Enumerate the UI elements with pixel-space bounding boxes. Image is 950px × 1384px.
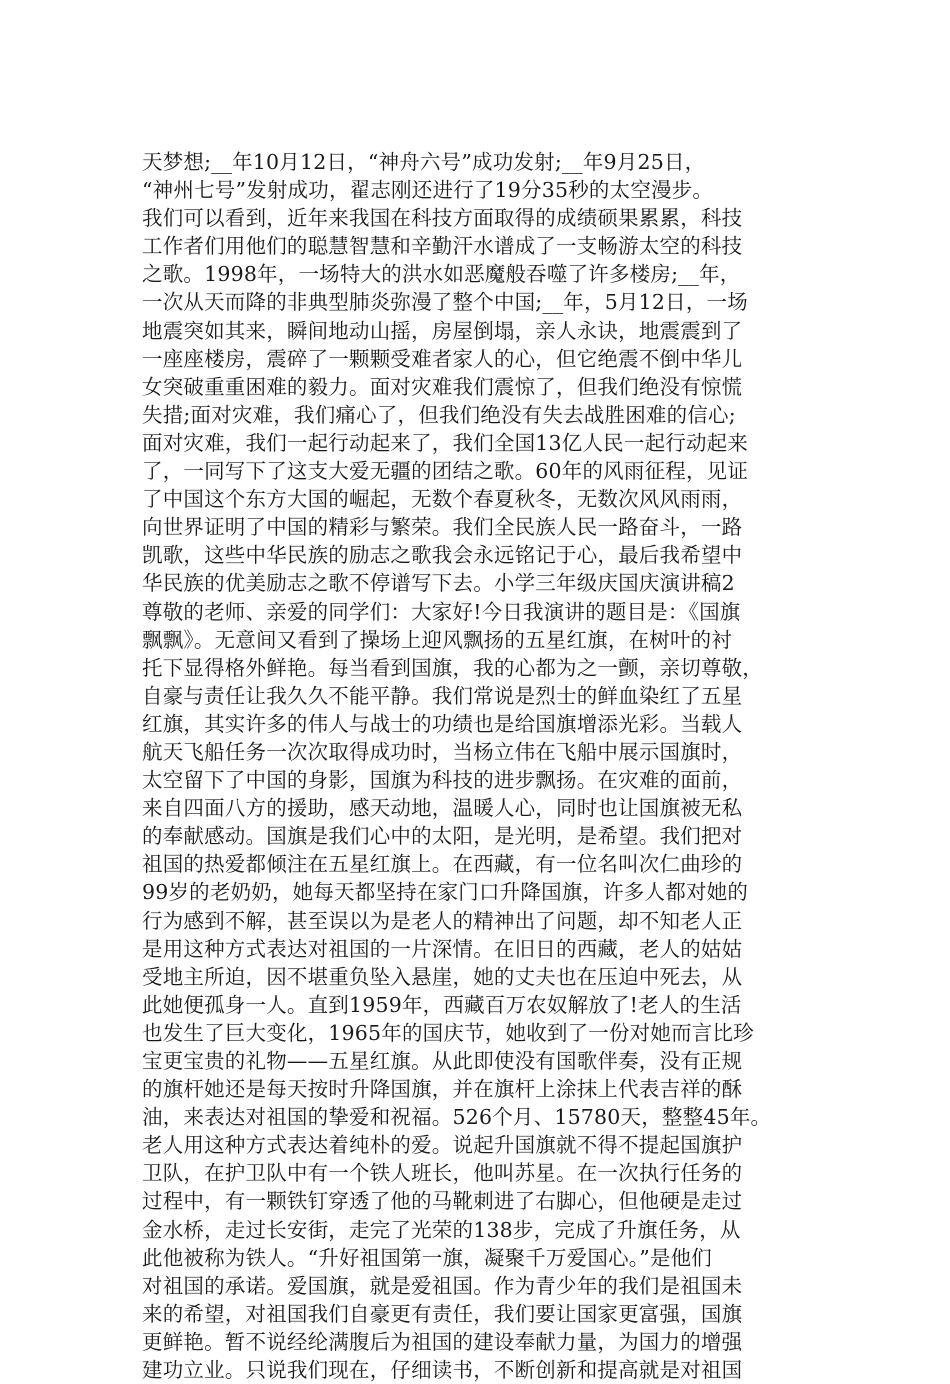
text-line: 建功立业。只说我们现在，仔细读书，不断创新和提高就是对祖国 — [142, 1358, 743, 1383]
text-line: 来自四面八方的援助，感天动地，温暖人心，同时也让国旗被无私 — [142, 796, 743, 821]
text-line: 飘飘》。无意间又看到了操场上迎风飘扬的五星红旗，在树叶的衬 — [142, 627, 733, 652]
text-line: 祖国的热爱都倾注在五星红旗上。在西藏，有一位名叫次仁曲珍的 — [142, 852, 743, 877]
text-line: 对祖国的承诺。爱国旗，就是爱祖国。作为青少年的我们是祖国未 — [142, 1273, 743, 1298]
text-line: 的奉献感动。国旗是我们心中的太阳，是光明，是希望。我们把对 — [142, 824, 743, 849]
text-line: 老人用这种方式表达着纯朴的爱。说起升国旗就不得不提起国旗护 — [142, 1133, 743, 1158]
text-line: 99岁的老奶奶，她每天都坚持在家门口升降国旗，许多人都对她的 — [142, 880, 749, 905]
text-line: 太空留下了中国的身影，国旗为科技的进步飘扬。在灾难的面前， — [142, 768, 743, 793]
text-line: 天梦想;__年10月12日，“神舟六号”成功发射;__年9月25日， — [142, 150, 706, 174]
text-line: 工作者们用他们的聪慧智慧和辛勤汗水谱成了一支畅游太空的科技 — [142, 234, 743, 259]
text-line: 一座座楼房，震碎了一颗颗受难者家人的心，但它绝震不倒中华儿 — [142, 346, 743, 371]
text-line: 凯歌，这些中华民族的励志之歌我会永远铭记于心，最后我希望中 — [142, 543, 743, 568]
text-line: 金水桥，走过长安街，走完了光荣的138步，完成了升旗任务，从 — [142, 1217, 741, 1242]
text-line: 了，一同写下了这支大爱无疆的团结之歌。60年的风雨征程，见证 — [142, 459, 749, 484]
text-line: 了中国这个东方大国的崛起，无数个春夏秋冬，无数次风风雨雨， — [142, 487, 743, 512]
text-line: 自豪与责任让我久久不能平静。我们常说是烈士的鲜血染红了五星 — [142, 683, 743, 708]
text-line: 卫队，在护卫队中有一个铁人班长，他叫苏星。在一次执行任务的 — [142, 1161, 743, 1186]
text-line: 行为感到不解，甚至误以为是老人的精神出了问题，却不知老人正 — [142, 908, 743, 933]
text-line: 失措;面对灾难，我们痛心了，但我们绝没有失去战胜困难的信心; — [142, 402, 736, 427]
text-line: 红旗，其实许多的伟人与战士的功绩也是给国旗增添光彩。当载人 — [142, 711, 743, 736]
text-line: 面对灾难，我们一起行动起来了，我们全国13亿人民一起行动起来 — [142, 430, 749, 455]
text-line: 之歌。1998年，一场特大的洪水如恶魔般吞噬了许多楼房;__年， — [142, 262, 741, 287]
text-line: 油，来表达对祖国的挚爱和祝福。526个月、15780天，整整45年。 — [142, 1105, 772, 1130]
text-line: 是用这种方式表达对祖国的一片深情。在旧日的西藏，老人的姑姑 — [142, 936, 743, 961]
text-line: 尊敬的老师、亲爱的同学们：大家好!今日我演讲的题目是：《国旗 — [142, 599, 741, 624]
text-line: 华民族的优美励志之歌不停谱写下去。小学三年级庆国庆演讲稿2 — [142, 571, 735, 596]
text-line: 受地主所迫，因不堪重负坠入悬崖，她的丈夫也在压迫中死去，从 — [142, 964, 743, 989]
text-line: 女突破重重困难的毅力。面对灾难我们震惊了，但我们绝没有惊慌 — [142, 374, 743, 399]
text-line: 一次从天而降的非典型肺炎弥漫了整个中国;__年，5月12日，一场 — [142, 290, 748, 315]
body-text — [142, 148, 812, 1384]
text-line: 我们可以看到，近年来我国在科技方面取得的成绩硕果累累，科技 — [142, 206, 743, 231]
text-line: 向世界证明了中国的精彩与繁荣。我们全民族人民一路奋斗，一路 — [142, 515, 743, 540]
text-line: 托下显得格外鲜艳。每当看到国旗，我的心都为之一颤，亲切尊敬， — [142, 655, 763, 680]
text-line: 宝更宝贵的礼物——五星红旗。从此即使没有国歌伴奏，没有正规 — [142, 1049, 743, 1073]
text-line: 更鲜艳。暂不说经纶满腹后为祖国的建设奉献力量，为国力的增强 — [142, 1329, 743, 1354]
text-line: 过程中，有一颗铁钉穿透了他的马靴刺进了右脚心，但他硬是走过 — [142, 1189, 743, 1214]
text-line: 地震突如其来，瞬间地动山摇，房屋倒塌，亲人永诀，地震震到了 — [142, 318, 743, 343]
text-line: 此他被称为铁人。“升好祖国第一旗，凝聚千万爱国心。”是他们 — [142, 1245, 713, 1270]
text-line: 的旗杆她还是每天按时升降国旗，并在旗杆上涂抹上代表吉祥的酥 — [142, 1077, 743, 1102]
text-line: 也发生了巨大变化，1965年的国庆节，她收到了一份对她而言比珍 — [142, 1020, 754, 1045]
text-line: 来的希望，对祖国我们自豪更有责任，我们要让国家更富强，国旗 — [142, 1301, 743, 1326]
text-line: 此她便孤身一人。直到1959年，西藏百万农奴解放了!老人的生活 — [142, 992, 742, 1017]
text-line: “神州七号”发射成功，翟志刚还进行了19分35秒的太空漫步。 — [142, 178, 714, 203]
text-line: 航天飞船任务一次次取得成功时，当杨立伟在飞船中展示国旗时， — [142, 739, 743, 764]
